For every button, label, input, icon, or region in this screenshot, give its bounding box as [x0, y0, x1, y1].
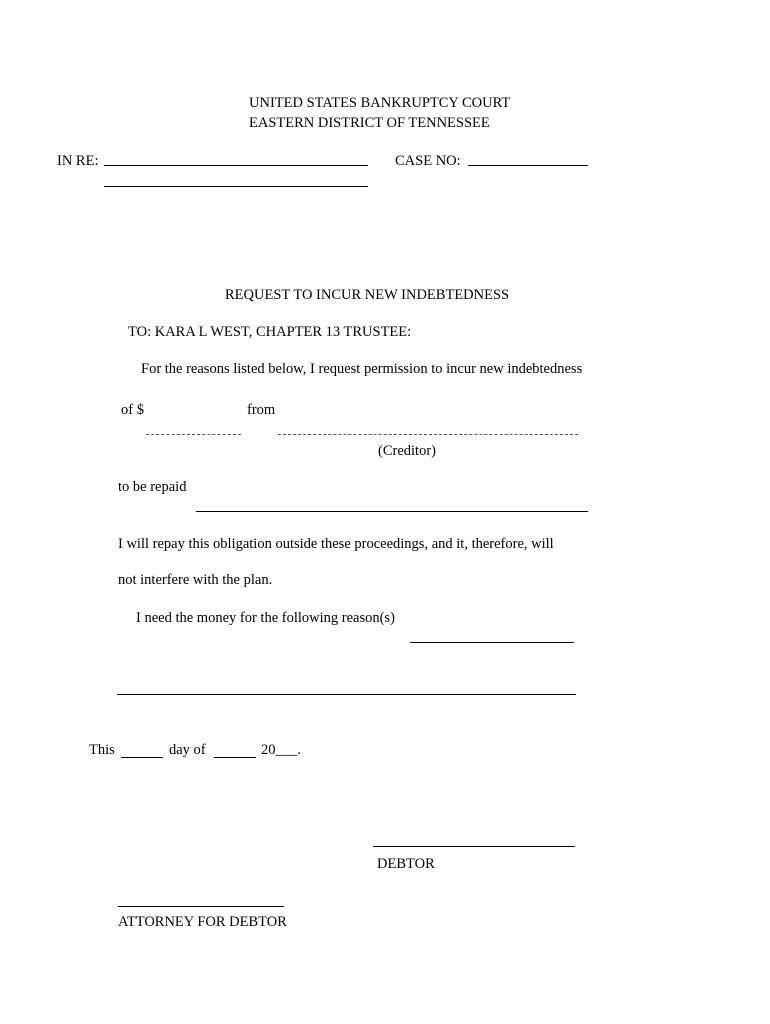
in-re-field-line-2[interactable]: [104, 186, 368, 187]
day-field-line[interactable]: [121, 757, 163, 758]
debtor-signature-line[interactable]: [373, 846, 575, 847]
attorney-signature-line[interactable]: [118, 906, 284, 907]
from-label: from: [247, 402, 276, 418]
attorney-label: ATTORNEY FOR DEBTOR: [118, 914, 287, 930]
month-field-line[interactable]: [214, 757, 256, 758]
year-label: 20___.: [261, 742, 301, 758]
repay-statement-line-2: not interfere with the plan.: [118, 572, 273, 588]
form-title: REQUEST TO INCUR NEW INDEBTEDNESS: [225, 287, 510, 303]
reason-label: I need the money for the following reason(s): [136, 610, 395, 626]
addressee: TO: KARA L WEST, CHAPTER 13 TRUSTEE:: [128, 324, 412, 340]
creditor-field-line[interactable]: [278, 434, 578, 435]
reason-field-line-2[interactable]: [117, 694, 576, 695]
intro-text: For the reasons listed below, I request permission to incur new indebtedness: [141, 361, 583, 377]
in-re-label: IN RE:: [57, 153, 99, 169]
in-re-field-line-1[interactable]: [104, 165, 368, 166]
court-name: UNITED STATES BANKRUPTCY COURT: [249, 95, 511, 111]
repaid-label: to be repaid: [118, 479, 187, 495]
case-no-label: CASE NO:: [395, 153, 461, 169]
repay-statement-line-1: I will repay this obligation outside these proceedings, and it, therefore, will: [118, 536, 554, 552]
this-label: This: [89, 742, 115, 758]
case-no-field-line[interactable]: [468, 165, 588, 166]
district-name: EASTERN DISTRICT OF TENNESSEE: [249, 115, 490, 131]
repaid-field-line[interactable]: [196, 511, 588, 512]
day-of-label: day of: [169, 742, 206, 758]
creditor-label: (Creditor): [378, 443, 436, 459]
amount-field-line[interactable]: [146, 434, 241, 435]
reason-field-line-1[interactable]: [410, 642, 574, 643]
amount-label: of $: [121, 402, 144, 418]
debtor-label: DEBTOR: [377, 856, 435, 872]
